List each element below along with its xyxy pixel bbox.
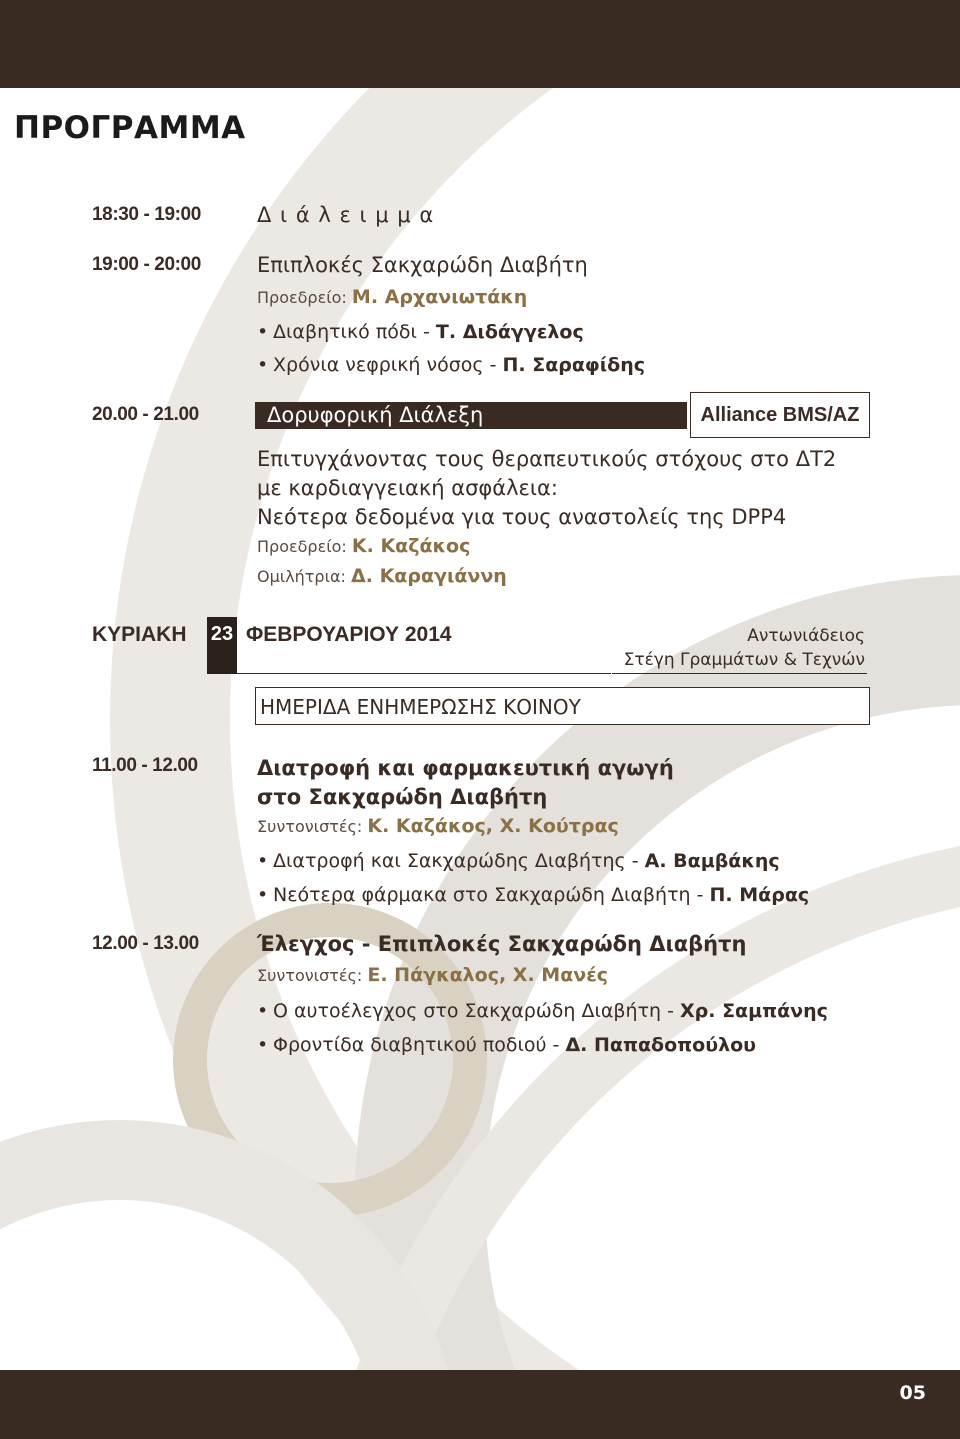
bullet-icon: • [257, 354, 269, 376]
session-title-line: στο Σακχαρώδη Διαβήτη [257, 785, 548, 809]
bullet-icon: • [257, 321, 269, 343]
talk-topic: Διατροφή και Σακχαρώδης Διαβήτης - [273, 850, 639, 872]
month-year: ΦΕΒΡΟΥΑΡΙΟΥ 2014 [246, 623, 452, 646]
session-title: Έλεγχος - Επιπλοκές Σακχαρώδη Διαβήτη [257, 932, 747, 956]
talk-speaker: Π. Μάρας [709, 884, 810, 906]
session-time: 20.00 - 21.00 [92, 404, 199, 425]
divider-line [237, 673, 611, 674]
top-header-bar [0, 0, 960, 88]
talk-speaker: Τ. Διδάγγελος [435, 321, 584, 343]
chair-row [257, 286, 527, 308]
venue-line-2: Στέγη Γραμμάτων & Τεχνών [623, 650, 865, 670]
speaker-row [257, 565, 507, 587]
day-name: ΚΥΡΙΑΚΗ [92, 623, 187, 646]
venue-line-1: Αντωνιάδειος [747, 626, 865, 646]
break-label: Δ ι ά λ ε ι μ μ α [257, 203, 435, 227]
chair-name: Κ. Καζάκος [351, 535, 471, 557]
coordinators-names: Κ. Καζάκος, Χ. Κούτρας [367, 815, 619, 837]
list-item [257, 1000, 828, 1022]
session-time: 19:00 - 20:00 [92, 254, 201, 275]
bullet-icon: • [257, 884, 269, 906]
bullet-icon: • [257, 1000, 269, 1022]
bullet-icon: • [257, 1034, 269, 1056]
venue-underline [612, 673, 867, 674]
speaker-name: Δ. Καραγιάννη [351, 565, 507, 587]
list-item [257, 1034, 756, 1056]
talk-topic: Φροντίδα διαβητικού ποδιού - [273, 1034, 560, 1056]
day-number-badge: 23 [207, 617, 237, 674]
talk-topic: Νεότερα φάρμακα στο Σακχαρώδη Διαβήτη - [273, 884, 704, 906]
talk-speaker: Χρ. Σαμπάνης [680, 1000, 828, 1022]
break-time: 18:30 - 19:00 [92, 204, 201, 225]
coordinators-label: Συντονιστές: [257, 817, 363, 836]
page-title: ΠΡΟΓΡΑΜΜΑ [14, 110, 246, 146]
list-item [257, 321, 584, 343]
list-item [257, 884, 809, 906]
coordinators-row [257, 964, 608, 986]
chair-row [257, 535, 470, 557]
session-title-line: Διατροφή και φαρμακευτική αγωγή [257, 756, 674, 780]
satellite-lecture-bar: Δορυφορική Διάλεξη [255, 402, 687, 429]
chair-name: Μ. Αρχανιωτάκη [351, 286, 528, 308]
event-title-box: ΗΜΕΡΙΔΑ ΕΝΗΜΕΡΩΣΗΣ ΚΟΙΝΟΥ [255, 687, 870, 725]
sponsor-box: Alliance BMS/AZ [690, 392, 870, 438]
lecture-title-line: με καρδιαγγειακή ασφάλεια: [257, 476, 558, 500]
talk-speaker: Π. Σαραφίδης [502, 354, 646, 376]
speaker-label: Ομιλήτρια: [257, 567, 346, 586]
chair-label: Προεδρείο: [257, 537, 347, 556]
talk-speaker: Δ. Παπαδοπούλου [565, 1034, 756, 1056]
bottom-footer-bar [0, 1370, 960, 1439]
session-title: Επιπλοκές Σακχαρώδη Διαβήτη [257, 253, 588, 277]
coordinators-names: Ε. Πάγκαλος, Χ. Μανές [367, 964, 609, 986]
lecture-title-line: Νεότερα δεδομένα για τους αναστολείς της DPP4 [257, 505, 787, 529]
talk-topic: Ο αυτοέλεγχος στο Σακχαρώδη Διαβήτη - [273, 1000, 674, 1022]
coordinators-row [257, 815, 619, 837]
list-item [257, 850, 780, 872]
coordinators-label: Συντονιστές: [257, 966, 363, 985]
session-title [257, 754, 674, 812]
chair-label: Προεδρείο: [257, 288, 347, 307]
talk-topic: Διαβητικό πόδι - [273, 321, 430, 343]
list-item [257, 354, 645, 376]
lecture-title [257, 445, 836, 532]
lecture-title-line: Επιτυγχάνοντας τους θεραπευτικούς στόχους στο ΔΤ2 [257, 447, 837, 471]
talk-speaker: Α. Βαμβάκης [644, 850, 780, 872]
bullet-icon: • [257, 850, 269, 872]
page-number: 05 [899, 1382, 926, 1404]
talk-topic: Χρόνια νεφρική νόσος - [273, 354, 497, 376]
session-time: 11.00 - 12.00 [92, 755, 198, 776]
session-time: 12.00 - 13.00 [92, 933, 199, 954]
